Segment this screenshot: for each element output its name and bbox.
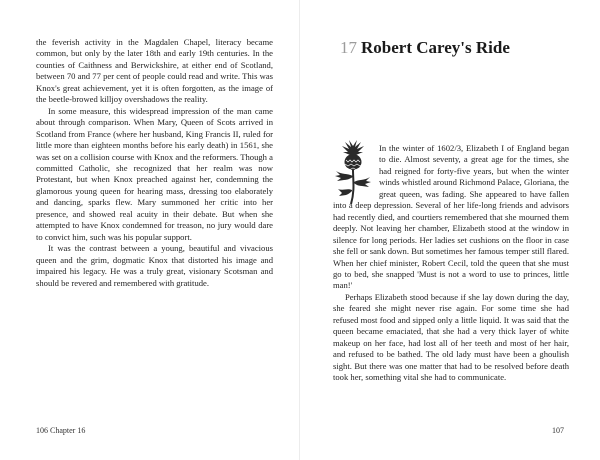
left-page-body bbox=[36, 37, 273, 289]
left-paragraph-3: It was the contrast between a young, beautiful and vivacious queen and the grim, dogmatic Knox that distorted his image and impaired his legacy. He was a truly great, visionary Scotsman and should be revered and remembered with gratitude. bbox=[36, 243, 273, 288]
chapter-title: Robert Carey's Ride bbox=[361, 38, 510, 57]
left-paragraph-2: In some measure, this widespread impression of the man came about through comparison. When Mary, Queen of Scots arrived in Scotland from France (where her husband, King Francis II, ruled for little more than eighteen months before his early death) in 1561, she was set on a collision course with Knox and the reformers. Though a committed Catholic, she recognized that her realm was now Protestant, but when Knox preached against her, condemning the glamorous young queen for hearing mass, dressing too elaborately and dancing, sparks flew. Mary summoned her critic into her presence, and showed real acuity in their debate. But when she attempted to have Knox condemned for treason, no jury would dare to convict him, such was his popular support. bbox=[36, 105, 273, 242]
chapter-number: 17 bbox=[340, 38, 357, 57]
left-paragraph-1: the feverish activity in the Magdalen Chapel, literacy became common, but only by the later 18th and early 19th centuries. In the counties of Caithness and Berwickshire, at either end of Scotland, between 70 and 77 per cent of people could read and write. This was Knox's great achievement, yet it is often forgotten, as the image of the beetle-browed killjoy overshadows the reality. bbox=[36, 37, 273, 105]
right-page bbox=[300, 0, 600, 460]
chapter-paragraph-1: In the winter of 1602/3, Elizabeth I of England began to die. Almost seventy, a great age for the times, she had reigned for forty-five years, but when the winter winds whistled around Richmond Palace, Gloriana, the great queen, was fading. She appeared to have fallen into a deep depression. Several of her life-long friends and advisors had recently died, and courtiers remembered that she mourned them deeply. Not leaving her chamber, Elizabeth stood at the window in silence for long periods. Her ladies set cushions on the floor in case she fell or sank down. But sometimes her famous temper still flared. When her chief minister, Robert Cecil, told the queen that she must go to bed, she snapped 'Must is not a word to use to princes, little man!' bbox=[333, 143, 569, 291]
chapter-paragraph-2: Perhaps Elizabeth stood because if she lay down during the day, she feared she might never rise again. For some time she had refused most food and sipped only a little liquid. It was said that the queen became emaciated, that she had a very thick layer of white makeup on her face, had lost all of her teeth and most of her hair, and refused to be bathed. The old lady must have been a ghoulish sight. But there was one matter that had to be resolved before death took her, something vital she had to communicate. bbox=[333, 291, 569, 383]
left-page-footer: 106 Chapter 16 bbox=[36, 426, 86, 435]
chapter-body bbox=[333, 143, 569, 384]
chapter-heading bbox=[340, 38, 510, 58]
right-page-number: 107 bbox=[552, 426, 564, 435]
